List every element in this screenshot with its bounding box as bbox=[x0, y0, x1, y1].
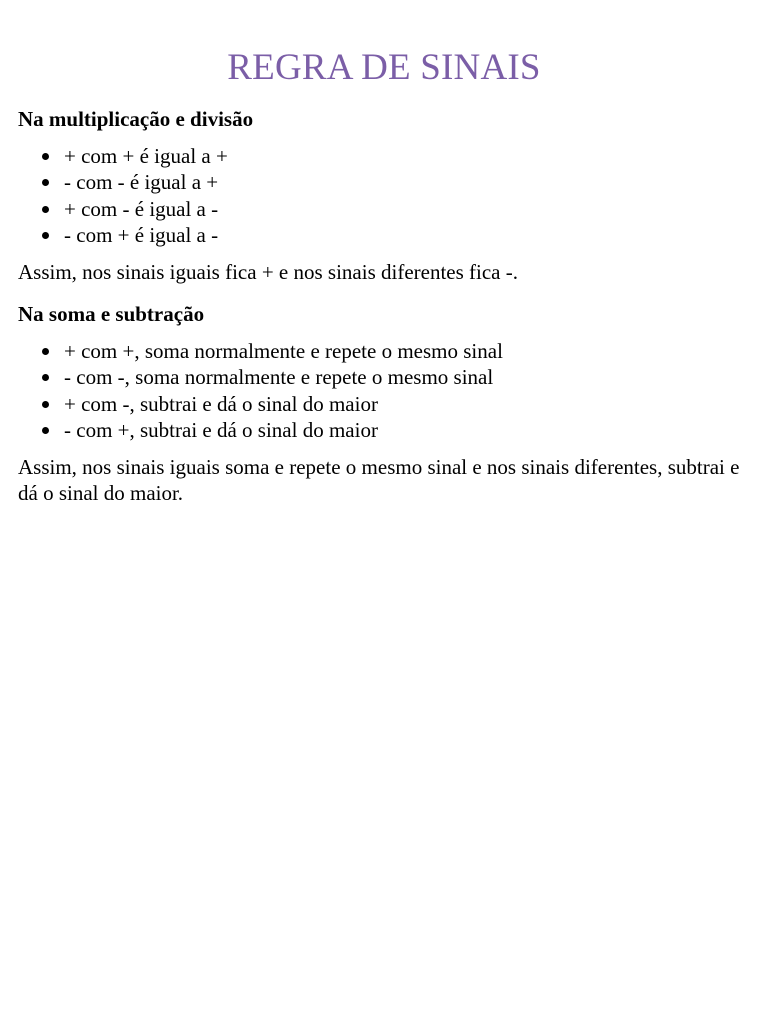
list-item bbox=[64, 222, 750, 249]
bullet-icon bbox=[42, 232, 49, 239]
page-title: REGRA DE SINAIS bbox=[227, 47, 541, 88]
multiplication-summary: Assim, nos sinais iguais fica + e nos sinais diferentes fica -. bbox=[18, 259, 518, 284]
bullet-icon bbox=[42, 206, 49, 213]
bullet-icon bbox=[42, 427, 49, 434]
addition-heading: Na soma e subtração bbox=[18, 302, 205, 326]
multiplication-section bbox=[18, 106, 750, 285]
list-item-text: + com -, subtrai e dá o sinal do maior bbox=[64, 391, 378, 416]
addition-summary: Assim, nos sinais iguais soma e repete o mesmo sinal e nos sinais diferentes, subtrai e dá o sinal do maior. bbox=[18, 454, 740, 505]
multiplication-heading: Na multiplicação e divisão bbox=[18, 107, 254, 131]
document-page bbox=[18, 0, 750, 507]
bullet-icon bbox=[42, 374, 49, 381]
list-item bbox=[64, 143, 750, 170]
list-item-text: - com -, soma normalmente e repete o mesmo sinal bbox=[64, 365, 494, 389]
bullet-icon bbox=[42, 153, 49, 160]
list-item bbox=[64, 364, 750, 391]
multiplication-rules-list bbox=[18, 143, 750, 249]
list-item bbox=[64, 196, 750, 223]
list-item-text: - com - é igual a + bbox=[64, 170, 219, 194]
bullet-icon bbox=[42, 179, 49, 186]
bullet-icon bbox=[42, 401, 49, 408]
list-item-text: + com + é igual a + bbox=[64, 143, 228, 168]
list-item bbox=[64, 391, 750, 418]
addition-rules-list bbox=[18, 338, 750, 444]
list-item bbox=[64, 417, 750, 444]
list-item-text: - com + é igual a - bbox=[64, 223, 219, 247]
list-item bbox=[64, 338, 750, 365]
list-item-text: - com +, subtrai e dá o sinal do maior bbox=[64, 418, 378, 442]
list-item-text: + com - é igual a - bbox=[64, 196, 219, 221]
list-item-text: + com +, soma normalmente e repete o mesmo sinal bbox=[64, 338, 503, 363]
addition-section bbox=[18, 301, 750, 507]
bullet-icon bbox=[42, 348, 49, 355]
list-item bbox=[64, 169, 750, 196]
